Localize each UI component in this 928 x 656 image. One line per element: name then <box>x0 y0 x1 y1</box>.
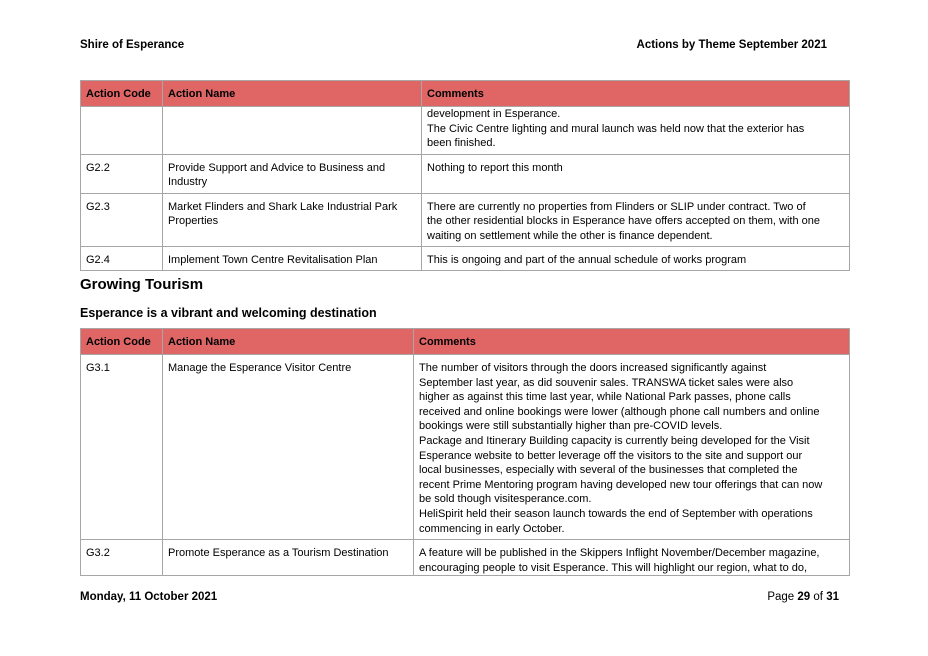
col-header-action-name: Action Name <box>163 329 414 355</box>
action-name-cell <box>163 540 414 576</box>
comment-line: the other residential blocks in Esperance have offers accepted on them, with one <box>427 215 820 228</box>
table-header-row <box>81 81 850 107</box>
comment-line: be sold though visitesperance.com. <box>419 493 592 506</box>
comment-line: waiting on settlement while the other is finance dependent. <box>427 229 713 242</box>
page-label: Page <box>767 591 795 603</box>
action-name-line: Industry <box>168 176 208 189</box>
comments-cell <box>422 154 850 193</box>
table-row <box>81 246 850 270</box>
action-name-cell <box>163 246 422 270</box>
comment-line: encouraging people to visit Esperance. This will highlight our region, what to do, <box>419 561 808 574</box>
table-row <box>81 107 850 155</box>
action-code-cell: G3.2 <box>81 540 163 576</box>
comments-cell <box>414 355 850 540</box>
action-name-cell <box>163 193 422 246</box>
comments-cell <box>422 193 850 246</box>
table-row <box>81 355 850 540</box>
action-code-cell: G3.1 <box>81 355 163 540</box>
action-name-line: Market Flinders and Shark Lake Industrial Park <box>168 200 398 213</box>
comment-line: A feature will be published in the Skippers Inflight November/December magazine, <box>419 547 820 560</box>
table-header-row <box>81 329 850 355</box>
page-total: 31 <box>826 591 839 603</box>
comment-line: received and online bookings were lower (although phone call numbers and online <box>419 405 820 418</box>
comment-line: commencing in early October. <box>419 522 565 535</box>
page-current: 29 <box>797 591 811 603</box>
table-row <box>81 193 850 246</box>
action-name-line: Provide Support and Advice to Business and <box>168 161 386 174</box>
comment-line: The Civic Centre lighting and mural launch was held now that the exterior has <box>427 122 805 135</box>
col-header-comments: Comments <box>422 81 850 107</box>
col-header-action-code: Action Code <box>81 329 163 355</box>
action-name-cell <box>163 107 422 155</box>
comment-line: There are currently no properties from Flinders or SLIP under contract. Two of <box>427 200 806 213</box>
action-name-cell <box>163 355 414 540</box>
action-code-cell: G2.3 <box>81 193 163 246</box>
comment-line: The number of visitors through the doors increased significantly against <box>419 362 767 374</box>
comment-line: been finished. <box>427 137 496 150</box>
comments-cell <box>422 246 850 270</box>
actions-table-tourism <box>80 328 850 576</box>
comment-line: Nothing to report this month <box>427 161 563 174</box>
comment-line: HeliSpirit held their season launch towards the end of September with operations <box>419 507 813 520</box>
actions-table-economy <box>80 80 850 271</box>
action-name-line: Promote Esperance as a Tourism Destination <box>168 547 389 560</box>
comments-cell <box>414 540 850 576</box>
footer-date: Monday, 11 October 2021 <box>80 591 218 603</box>
comments-cell <box>422 107 850 155</box>
document-header-right: Actions by Theme September 2021 <box>636 39 827 51</box>
comment-line: development in Esperance. <box>427 108 561 120</box>
document-header-left: Shire of Esperance <box>80 39 185 51</box>
action-code-cell: G2.4 <box>81 246 163 270</box>
comment-line: Esperance website to better leverage off the visitors to the site and support our <box>419 449 803 462</box>
comment-line: recent Prime Mentoring program having developed new tour offerings that can now <box>419 478 823 491</box>
col-header-comments: Comments <box>414 329 850 355</box>
col-header-action-code: Action Code <box>81 81 163 107</box>
comment-line: local businesses, especially with several of the businesses that completed the <box>419 464 798 477</box>
comment-line: higher as against this time last year, while National Park passes, phone calls <box>419 391 791 404</box>
action-name-line: Implement Town Centre Revitalisation Plan <box>168 253 378 266</box>
action-code-cell: G2.2 <box>81 154 163 193</box>
action-code-cell <box>81 107 163 155</box>
action-name-line: Properties <box>168 215 219 228</box>
comment-line: bookings were still substantially higher than pre-COVID levels. <box>419 420 723 433</box>
footer-page-number <box>767 591 839 603</box>
table-row <box>81 154 850 193</box>
comment-line: This is ongoing and part of the annual schedule of works program <box>427 253 747 266</box>
comment-line: Package and Itinerary Building capacity is currently being developed for the Visit <box>419 434 810 447</box>
action-name-cell <box>163 154 422 193</box>
section-title: Growing Tourism <box>80 276 204 293</box>
col-header-action-name: Action Name <box>163 81 422 107</box>
section-subtitle: Esperance is a vibrant and welcoming destination <box>80 306 377 320</box>
table-row <box>81 540 850 576</box>
page-of-label: of <box>813 591 823 603</box>
action-name-line: Manage the Esperance Visitor Centre <box>168 362 352 374</box>
comment-line: September last year, as did souvenir sales. TRANSWA ticket sales were also <box>419 376 794 389</box>
